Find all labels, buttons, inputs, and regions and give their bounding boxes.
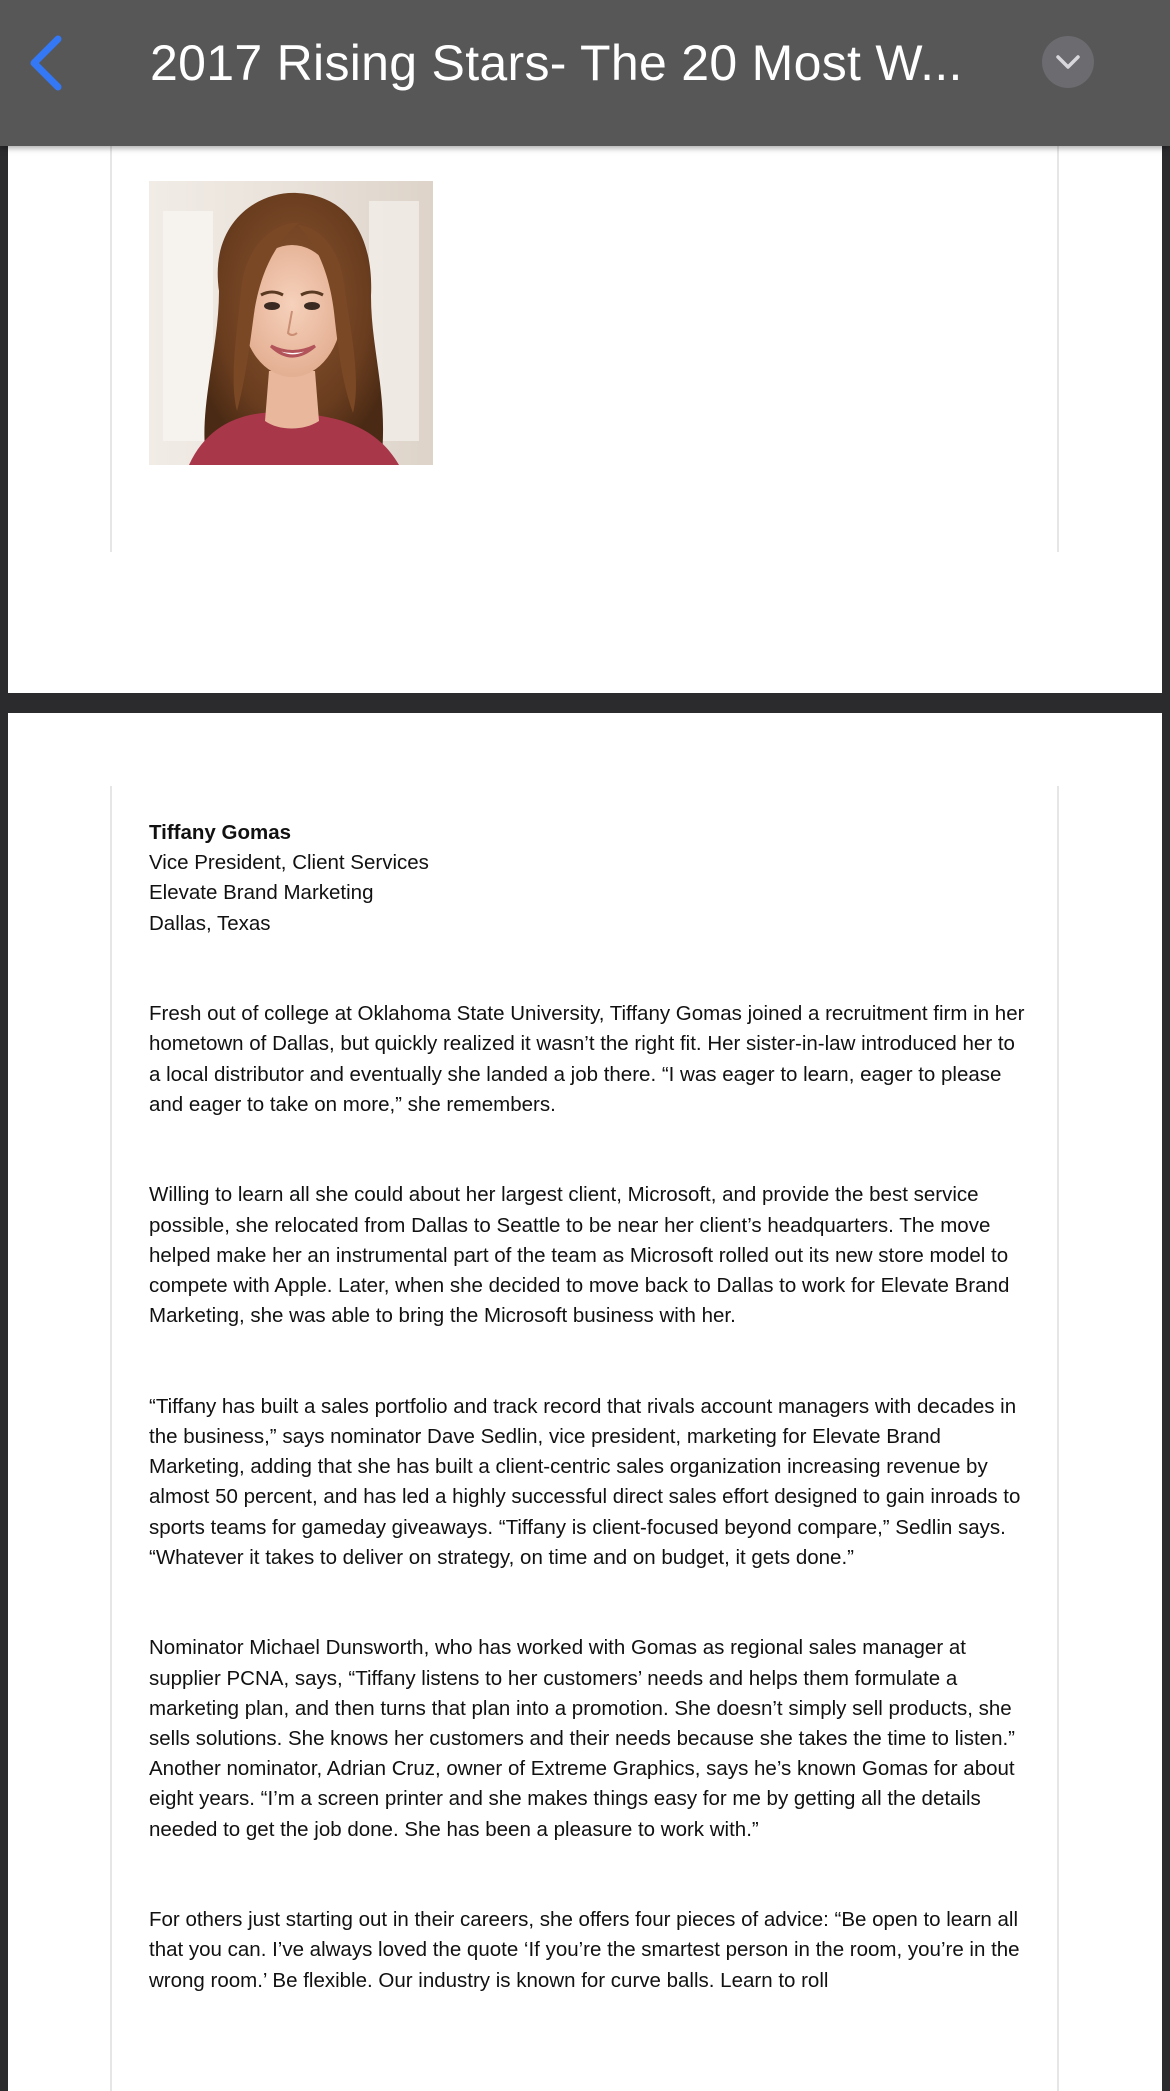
right-margin-rule [1057,786,1059,2091]
navigation-bar [0,0,1170,146]
right-margin-rule [1057,110,1059,552]
paragraph-spacer [149,1120,1029,1180]
profile-photo [149,181,433,465]
article-paragraph: Nominator Michael Dunsworth, who has worked with Gomas as regional sales manager at supplier PCNA, says, “Tiffany listens to her customers’ needs and helps them formulate a marketing plan, and then turns that plan into a promotion. She doesn’t simply sell products, she sells solutions. She knows her customers and their needs because she takes the time to listen.” [149,1636,1016,1751]
title-menu-button[interactable] [1042,36,1094,88]
left-margin-rule [110,786,112,2091]
article-paragraph: Another nominator, Adrian Cruz, owner of Extreme Graphics, says he’s known Gomas for about eight years. “I’m a screen printer and she makes things easy for me by getting all the details needed to get the job done. She has been a pleasure to work with.” [149,1757,1015,1841]
left-margin-rule [110,110,112,552]
document-page-1 [8,110,1162,693]
article-paragraph: Fresh out of college at Oklahoma State University, Tiffany Gomas joined a recruitment firm in her hometown of Dallas, but quickly realized it wasn’t the right fit. Her sister-in-law introduced her to a local distributor and eventually she landed a job there. “I was eager to learn, eager to please and eager to take on more,” she remembers. [149,1002,1025,1116]
chevron-left-icon [26,33,66,93]
chevron-down-icon [1055,54,1081,70]
back-button[interactable] [18,30,74,96]
document-title: 2017 Rising Stars- The 20 Most W... [150,35,963,91]
profile-location: Dallas, Texas [149,911,271,935]
profile-name: Tiffany Gomas [149,821,292,844]
paragraph-spacer [149,1331,1029,1391]
document-page-2 [8,713,1162,2091]
article-paragraph: “Tiffany has built a sales portfolio and track record that rivals account managers with decades in the business,” says nominator Dave Sedlin, vice president, marketing for Elevate Brand Marketing, adding that she has built a client-centric sales organization increasing revenue by almost 50 percent, and has led a highly successful direct sales effort designed to gain inroads to sports teams for gameday giveaways. “Tiffany is client-focused beyond compare,” Sedlin says. “Whatever it takes to deliver on strategy, on time and on budget, it gets done.” [149,1394,1021,1569]
paragraph-spacer [149,1845,1029,1905]
paragraph-spacer [149,1573,1029,1633]
paragraph-spacer [149,939,1029,999]
article-paragraph: Willing to learn all she could about her largest client, Microsoft, and provide the best service possible, she relocated from Dallas to Seattle to be near her client’s headquarters. The move helped make her an instrumental part of the team as Microsoft rolled out its new store model to compete with Apple. Later, when she decided to move back to Dallas to work for Elevate Brand Marketing, she was able to bring the Microsoft business with her. [149,1183,1010,1328]
profile-job-title: Vice President, Client Services [149,851,429,875]
article-body [149,818,1029,1996]
profile-company: Elevate Brand Marketing [149,881,374,905]
article-paragraph: For others just starting out in their careers, she offers four pieces of advice: “Be open to learn all that you can. I’ve always loved the quote ‘If you’re the smartest person in the room, you’re in the wrong room.’ Be flexible. Our industry is known for curve balls. Learn to roll [149,1908,1020,1992]
